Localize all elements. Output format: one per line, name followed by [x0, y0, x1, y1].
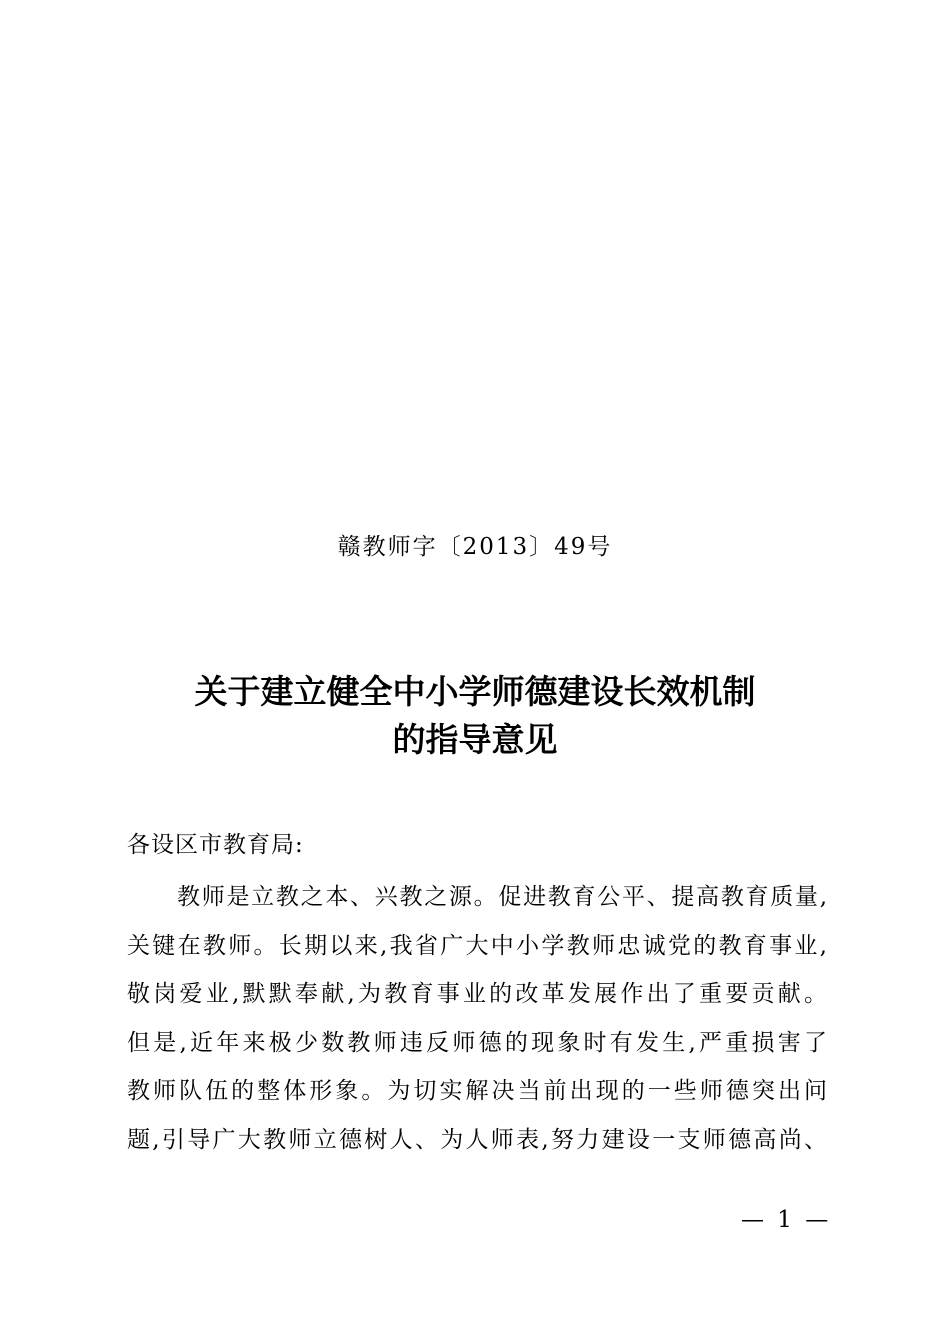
document-number: 赣教师字〔2013〕49号 [337, 534, 613, 560]
body-line: 但是,近年来极少数教师违反师德的现象时有发生,严重损害了 [127, 1029, 827, 1056]
body-line: 教师队伍的整体形象。为切实解决当前出现的一些师德突出问 [127, 1078, 827, 1104]
title-line-1: 关于建立健全中小学师德建设长效机制 [194, 672, 756, 711]
document-title [0, 668, 950, 764]
body-line: 敬岗爱业,默默奉献,为教育事业的改革发展作出了重要贡献。 [127, 981, 827, 1007]
body-line: 关键在教师。长期以来,我省广大中小学教师忠诚党的教育事业, [127, 932, 827, 959]
body-line: 题,引导广大教师立德树人、为人师表,努力建设一支师德高尚、 [127, 1126, 827, 1153]
salutation: 各设区市教育局: [127, 832, 304, 858]
page-number: — 1 — [741, 1207, 832, 1233]
body-paragraph [127, 873, 827, 1164]
body-line: 教师是立教之本、兴教之源。促进教育公平、提高教育质量, [177, 884, 827, 910]
title-line-2: 的指导意见 [392, 720, 558, 759]
